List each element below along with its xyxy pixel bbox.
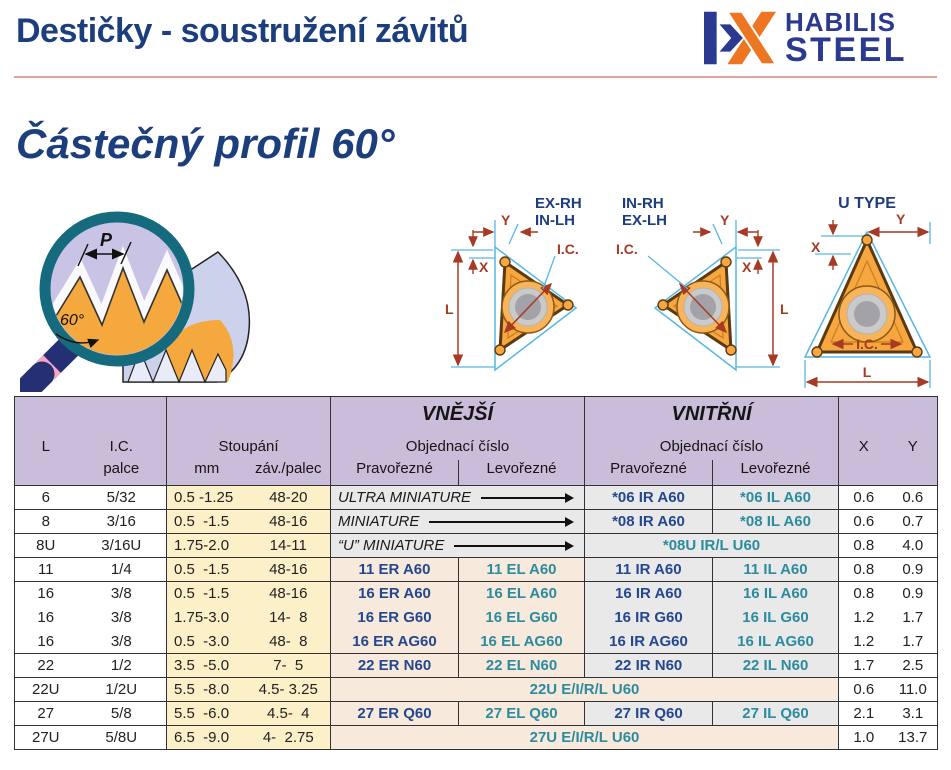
- order-outer-left: 11 EL A60: [459, 558, 585, 582]
- ic-value: 5/32: [77, 486, 167, 510]
- insert-ex-title-line2: IN-LH: [535, 212, 575, 229]
- order-inner-left: *08 IL A60: [713, 510, 839, 534]
- pitch-mm-value: 1.75-3.0: [167, 606, 247, 630]
- table-row: [15, 510, 938, 534]
- x-value: 0.8: [839, 582, 889, 606]
- l-value: 8: [15, 510, 77, 534]
- insert-u-y-label: Y: [896, 211, 906, 227]
- series-note-label: “U” MINIATURE: [338, 537, 445, 554]
- pitch-tpi-value: 48-16: [247, 582, 331, 606]
- ic-value: 1/4: [77, 558, 167, 582]
- insert-in-title-line1: IN-RH: [622, 195, 664, 212]
- col-header-l: L: [15, 433, 77, 460]
- y-value: 0.6: [889, 486, 938, 510]
- ic-value: 5/8: [77, 702, 167, 726]
- col-header-pitch: Stoupání: [167, 433, 331, 460]
- order-inner-right: 22 IR N60: [585, 654, 713, 678]
- ic-value: 3/16: [77, 510, 167, 534]
- pitch-tpi-value: 48- 8: [247, 630, 331, 654]
- col-header-right-hand-inner: Pravořezné: [585, 460, 713, 486]
- table-row: [15, 582, 938, 606]
- col-header-right-hand-outer: Pravořezné: [331, 460, 459, 486]
- col-header-y: Y: [889, 433, 938, 460]
- pitch-mm-value: 0.5 -1.25: [167, 486, 247, 510]
- y-value: 0.9: [889, 582, 938, 606]
- y-value: 2.5: [889, 654, 938, 678]
- order-inner-left: *06 IL A60: [713, 486, 839, 510]
- x-value: 1.2: [839, 630, 889, 654]
- insert-ex-l-label: L: [445, 301, 454, 317]
- l-value: 8U: [15, 534, 77, 558]
- order-outer-right: 16 ER G60: [331, 606, 459, 630]
- series-note-cell: [331, 534, 585, 558]
- ic-value: 5/8U: [77, 726, 167, 750]
- header-empty-x: [839, 460, 889, 486]
- insert-ex-title-line1: EX-RH: [535, 195, 582, 212]
- order-inner-left: 16 IL AG60: [713, 630, 839, 654]
- pitch-mm-value: 0.5 -1.5: [167, 558, 247, 582]
- order-outer-left: 27 EL Q60: [459, 702, 585, 726]
- order-outer-left: 16 EL G60: [459, 606, 585, 630]
- order-inner-right: 16 IR A60: [585, 582, 713, 606]
- pitch-tpi-value: 4.5- 4: [247, 702, 331, 726]
- insert-u-ic-label: I.C.: [856, 336, 878, 352]
- pitch-tpi-value: 4- 2.75: [247, 726, 331, 750]
- order-inner-right: 11 IR A60: [585, 558, 713, 582]
- table-row: [15, 534, 938, 558]
- table-row: [15, 630, 938, 654]
- x-value: 0.8: [839, 558, 889, 582]
- l-value: 27U: [15, 726, 77, 750]
- col-header-tpi: záv./palec: [247, 460, 331, 486]
- pitch-tpi-value: 48-20: [247, 486, 331, 510]
- ic-value: 3/8: [77, 582, 167, 606]
- insert-in-l-label: L: [780, 301, 789, 317]
- order-inner-right: 16 IR AG60: [585, 630, 713, 654]
- ic-value: 1/2: [77, 654, 167, 678]
- pitch-mm-value: 1.75-2.0: [167, 534, 247, 558]
- order-inner-right: 27 IR Q60: [585, 702, 713, 726]
- x-value: 0.6: [839, 486, 889, 510]
- l-value: 6: [15, 486, 77, 510]
- header-empty-l: [15, 460, 77, 486]
- insert-u-l-label: L: [862, 364, 872, 380]
- col-header-inner: VNITŘNÍ: [585, 397, 839, 433]
- y-value: 0.7: [889, 510, 938, 534]
- insert-diagram-external: [443, 192, 595, 392]
- l-value: 22U: [15, 678, 77, 702]
- logo-name-top: HABILIS: [785, 6, 896, 37]
- insert-ex-y-label: Y: [501, 212, 511, 228]
- insert-size-table: [14, 396, 938, 750]
- insert-in-title-line2: EX-LH: [622, 212, 667, 229]
- series-note-cell: [331, 510, 585, 534]
- y-value: 13.7: [889, 726, 938, 750]
- y-value: 4.0: [889, 534, 938, 558]
- pitch-mm-value: 6.5 -9.0: [167, 726, 247, 750]
- pitch-label: P: [99, 230, 113, 250]
- pitch-mm-value: 0.5 -1.5: [167, 582, 247, 606]
- insert-u-x-label: X: [811, 239, 821, 255]
- x-value: 1.2: [839, 606, 889, 630]
- table-row: [15, 702, 938, 726]
- order-outer-right: 27 ER Q60: [331, 702, 459, 726]
- pitch-tpi-value: 48-16: [247, 558, 331, 582]
- order-inner-left: 11 IL A60: [713, 558, 839, 582]
- col-header-left-hand-outer: Levořezné: [459, 460, 585, 486]
- col-header-palce: palce: [77, 460, 167, 486]
- x-value: 1.0: [839, 726, 889, 750]
- arrow-right-icon: [454, 545, 568, 547]
- y-value: 3.1: [889, 702, 938, 726]
- l-value: 27: [15, 702, 77, 726]
- l-value: 22: [15, 654, 77, 678]
- col-header-order-no-inner: Objednací číslo: [585, 433, 839, 460]
- pitch-mm-value: 0.5 -1.5: [167, 510, 247, 534]
- l-value: 11: [15, 558, 77, 582]
- order-universal-merged: 22U E/I/R/L U60: [331, 678, 839, 702]
- col-header-ic: I.C.: [77, 433, 167, 460]
- l-value: 16: [15, 606, 77, 630]
- header-spacer-xy: [839, 397, 938, 433]
- order-outer-left: 22 EL N60: [459, 654, 585, 678]
- pitch-mm-value: 0.5 -3.0: [167, 630, 247, 654]
- order-inner-right: *06 IR A60: [585, 486, 713, 510]
- col-header-mm: mm: [167, 460, 247, 486]
- arrow-right-icon: [429, 521, 568, 523]
- table-row: [15, 558, 938, 582]
- pitch-tpi-value: 14- 8: [247, 606, 331, 630]
- series-note-label: ULTRA MINIATURE: [338, 489, 472, 506]
- pitch-mm-value: 3.5 -5.0: [167, 654, 247, 678]
- order-outer-right: 16 ER A60: [331, 582, 459, 606]
- insert-ex-ic-label: I.C.: [557, 241, 579, 257]
- order-outer-right: 22 ER N60: [331, 654, 459, 678]
- y-value: 0.9: [889, 558, 938, 582]
- angle-label: 60°: [60, 312, 85, 329]
- table-row: [15, 486, 938, 510]
- company-logo: [704, 8, 907, 68]
- order-inner-left: 16 IL G60: [713, 606, 839, 630]
- x-value: 0.6: [839, 678, 889, 702]
- col-header-left-hand-inner: Levořezné: [713, 460, 839, 486]
- order-inner-left: 27 IL Q60: [713, 702, 839, 726]
- order-outer-right: 16 ER AG60: [331, 630, 459, 654]
- table-row: [15, 726, 938, 750]
- order-outer-right: 11 ER A60: [331, 558, 459, 582]
- l-value: 16: [15, 582, 77, 606]
- pitch-mm-value: 5.5 -8.0: [167, 678, 247, 702]
- header-spacer-pitch: [167, 397, 331, 433]
- ic-value: 1/2U: [77, 678, 167, 702]
- series-note-label: MINIATURE: [338, 513, 420, 530]
- header-divider: [14, 76, 937, 78]
- header-spacer-left: [15, 397, 167, 433]
- pitch-tpi-value: 14-11: [247, 534, 331, 558]
- header-empty-y: [889, 460, 938, 486]
- col-header-outer: VNĚJŠÍ: [331, 397, 585, 433]
- ic-value: 3/8: [77, 630, 167, 654]
- order-inner-merged: *08U IR/L U60: [585, 534, 839, 558]
- y-value: 1.7: [889, 630, 938, 654]
- col-header-order-no-outer: Objednací číslo: [331, 433, 585, 460]
- x-value: 0.6: [839, 510, 889, 534]
- magnifier-illustration: [20, 192, 258, 392]
- insert-diagram-utype: [793, 192, 941, 397]
- logo-mark-icon: [704, 8, 776, 68]
- order-outer-left: 16 EL A60: [459, 582, 585, 606]
- page-title: Destičky - soustružení závitů: [16, 12, 469, 50]
- col-header-x: X: [839, 433, 889, 460]
- order-inner-right: 16 IR G60: [585, 606, 713, 630]
- series-note-cell: [331, 486, 585, 510]
- logo-name-bottom: STEEL: [785, 31, 908, 70]
- pitch-tpi-value: 48-16: [247, 510, 331, 534]
- table-row: [15, 654, 938, 678]
- insert-diagram-internal: [608, 192, 790, 392]
- table-row: [15, 606, 938, 630]
- arrow-right-icon: [481, 497, 568, 499]
- y-value: 11.0: [889, 678, 938, 702]
- order-inner-left: 22 IL N60: [713, 654, 839, 678]
- x-value: 0.8: [839, 534, 889, 558]
- y-value: 1.7: [889, 606, 938, 630]
- pitch-tpi-value: 4.5- 3.25: [247, 678, 331, 702]
- order-outer-left: 16 EL AG60: [459, 630, 585, 654]
- order-inner-left: 16 IL A60: [713, 582, 839, 606]
- order-universal-merged: 27U E/I/R/L U60: [331, 726, 839, 750]
- pitch-mm-value: 5.5 -6.0: [167, 702, 247, 726]
- insert-in-ic-label: I.C.: [616, 241, 638, 257]
- ic-value: 3/16U: [77, 534, 167, 558]
- x-value: 1.7: [839, 654, 889, 678]
- insert-u-title: U TYPE: [838, 195, 896, 212]
- table-header: [15, 397, 938, 486]
- insert-in-y-label: Y: [720, 212, 730, 228]
- ic-value: 3/8: [77, 606, 167, 630]
- x-value: 2.1: [839, 702, 889, 726]
- insert-ex-x-label: X: [479, 259, 489, 275]
- l-value: 16: [15, 630, 77, 654]
- order-inner-right: *08 IR A60: [585, 510, 713, 534]
- logo-text: [785, 6, 908, 70]
- pitch-tpi-value: 7- 5: [247, 654, 331, 678]
- insert-in-x-label: X: [742, 259, 752, 275]
- table-row: [15, 678, 938, 702]
- section-title: Částečný profil 60°: [16, 120, 395, 167]
